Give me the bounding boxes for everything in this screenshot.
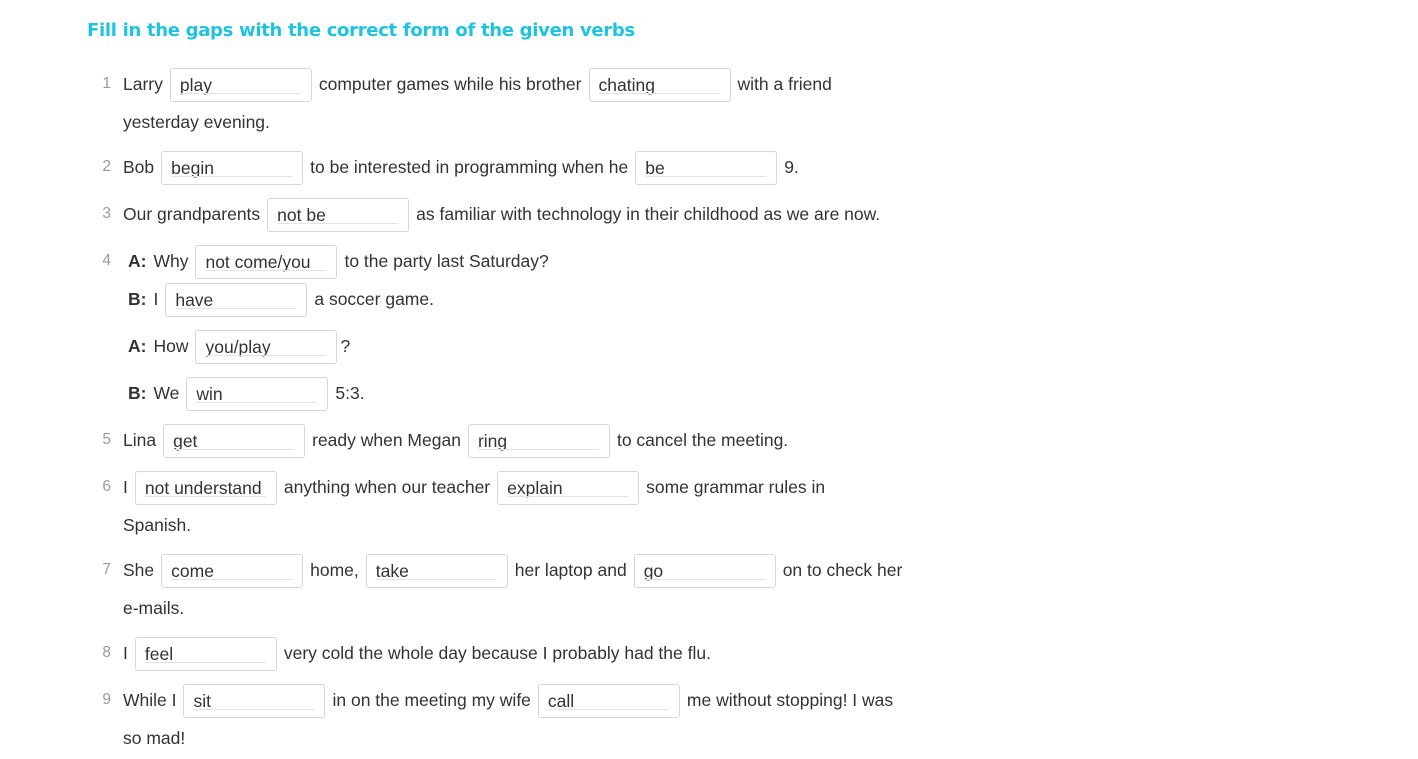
- question-text: I: [123, 476, 128, 497]
- question-text: Bob: [123, 156, 155, 177]
- answer-gap[interactable]: you/play: [195, 330, 337, 364]
- question-text: Why: [153, 250, 189, 271]
- question-text: to cancel the meeting.: [616, 429, 789, 450]
- question-text: in on the meeting my wife: [332, 689, 531, 710]
- question-text: to the party last Saturday?: [344, 250, 549, 271]
- answer-gap[interactable]: go: [634, 554, 776, 588]
- question-text: home,: [310, 559, 359, 580]
- question-number: 6: [102, 478, 111, 495]
- answer-gap[interactable]: not understand: [135, 471, 277, 505]
- speaker-label: B:: [128, 288, 147, 309]
- question-text: some grammar rules in: [646, 476, 826, 497]
- speaker-label: B:: [128, 382, 147, 403]
- question-number: 7: [102, 561, 111, 578]
- exercise-title: Fill in the gaps with the correct form of the given verbs: [87, 20, 635, 41]
- question-text: yesterday evening.: [123, 111, 270, 132]
- question-text: a soccer game.: [314, 288, 434, 309]
- question-number: 8: [102, 644, 111, 661]
- speaker-label: A:: [128, 250, 147, 271]
- question-text: I: [153, 288, 159, 309]
- question-text: ?: [340, 335, 351, 356]
- question-text: While I: [123, 689, 177, 710]
- answer-gap[interactable]: not be: [267, 198, 409, 232]
- question-text: 9.: [784, 156, 799, 177]
- answer-gap[interactable]: ring: [468, 424, 610, 458]
- question-text: We: [153, 382, 180, 403]
- question-text: anything when our teacher: [283, 476, 491, 497]
- question-number: 1: [102, 75, 111, 92]
- question-number: 4: [102, 252, 111, 269]
- speaker-label: A:: [128, 335, 147, 356]
- question-text: 5:3.: [335, 382, 365, 403]
- question-text: on to check her: [782, 559, 903, 580]
- question-text: with a friend: [737, 73, 832, 94]
- question-number: 2: [102, 158, 111, 175]
- answer-gap[interactable]: explain: [497, 471, 639, 505]
- answer-gap[interactable]: win: [186, 377, 328, 411]
- answer-gap[interactable]: not come/you: [195, 245, 337, 279]
- question-text: Our grandparents: [123, 203, 261, 224]
- question-text: Larry: [123, 73, 163, 94]
- answer-gap[interactable]: chating: [589, 68, 731, 102]
- question-number: 9: [102, 691, 111, 708]
- answer-gap[interactable]: begin: [161, 151, 303, 185]
- question-text: Spanish.: [123, 514, 192, 535]
- question-text: ready when Megan: [312, 429, 461, 450]
- question-text: computer games while his brother: [318, 73, 582, 94]
- question-text: as familiar with technology in their childhood as we are now.: [416, 203, 881, 224]
- answer-gap[interactable]: take: [366, 554, 508, 588]
- question-number: 3: [102, 205, 111, 222]
- answer-gap[interactable]: be: [635, 151, 777, 185]
- question-number: 5: [102, 431, 111, 448]
- question-text: her laptop and: [514, 559, 627, 580]
- question-text: very cold the whole day because I probably had the flu.: [283, 642, 711, 663]
- question-text: How: [153, 335, 189, 356]
- answer-gap[interactable]: come: [161, 554, 303, 588]
- answer-gap[interactable]: feel: [135, 637, 277, 671]
- question-text: I: [123, 642, 128, 663]
- question-text: e-mails.: [123, 597, 185, 618]
- question-text: so mad!: [123, 727, 186, 748]
- question-text: to be interested in programming when he: [310, 156, 629, 177]
- answer-gap[interactable]: play: [170, 68, 312, 102]
- question-text: Lina: [123, 429, 157, 450]
- answer-gap[interactable]: sit: [183, 684, 325, 718]
- answer-gap[interactable]: get: [163, 424, 305, 458]
- answer-gap[interactable]: have: [165, 283, 307, 317]
- question-text: She: [123, 559, 155, 580]
- question-text: me without stopping! I was: [686, 689, 894, 710]
- answer-gap[interactable]: call: [538, 684, 680, 718]
